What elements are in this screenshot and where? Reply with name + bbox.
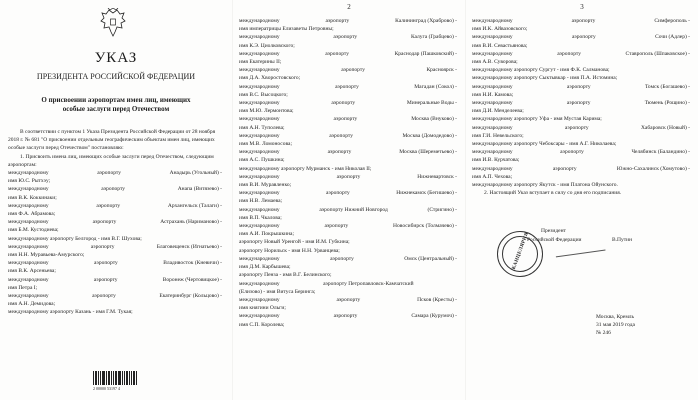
entry-part: Анадырь (Угольный) -	[169, 170, 223, 177]
airport-entry	[239, 66, 457, 82]
airport-list	[8, 169, 222, 317]
airport-entry	[239, 255, 457, 271]
entry-part: Владивосток (Кневичи) -	[163, 260, 222, 267]
entry-part: международному	[239, 50, 280, 57]
barcode-bar	[113, 371, 114, 385]
entry-part: международному	[472, 18, 513, 24]
honoree-name: имя М.В. Ломоносова;	[239, 141, 292, 148]
airport-entry	[239, 189, 457, 205]
airport-entry	[239, 238, 457, 246]
barcode-bar	[111, 371, 112, 385]
airport-entry	[8, 169, 222, 185]
honoree-name: имя В.К. Коккинаки;	[8, 194, 57, 201]
stamp-text: КАНЦЕЛЯРИЯ	[511, 231, 530, 271]
entry-part: аэропорту	[92, 293, 116, 300]
airport-entry	[8, 235, 222, 243]
honoree-name: имя В.И. Муравленко;	[239, 182, 292, 189]
barcode-bar	[108, 371, 110, 385]
entry-part: аэропорту	[333, 313, 358, 320]
honoree-name: имя И.В. Курчатова;	[472, 157, 520, 164]
entry-part: международному аэропорту Уфа - имя Мустая Карима;	[472, 116, 602, 123]
barcode-bar	[133, 371, 135, 385]
entry-part: аэропорту	[566, 100, 591, 107]
entry-part: аэропорту	[94, 260, 118, 267]
honoree-name: имя Ю.С. Рытхэу;	[8, 178, 51, 185]
entry-part: международному аэропорту Казань - имя Г.М. Тукая;	[8, 309, 133, 316]
entry-part: международному	[239, 296, 280, 303]
barcode-bar	[131, 371, 132, 385]
airport-entry	[8, 308, 222, 316]
airport-entry	[472, 50, 690, 66]
entry-part: Воронеж (Чертовицкое) -	[162, 276, 222, 283]
entry-part: международному	[239, 34, 280, 41]
decree-page-1	[0, 0, 232, 400]
entry-part: международному	[8, 170, 49, 177]
document-title: УКАЗ	[94, 50, 138, 66]
double-headed-eagle-emblem-icon	[100, 8, 126, 38]
entry-part: международному	[239, 206, 280, 213]
airport-entry	[8, 202, 222, 218]
entry-part: Архангельск (Талаги) -	[167, 202, 223, 209]
entry-part: аэропорту	[341, 67, 365, 74]
entry-part: аэропорту	[331, 100, 356, 107]
honoree-name: имя Н.И. Камова;	[472, 91, 514, 98]
barcode-bar	[136, 371, 137, 385]
airport-entry	[8, 218, 222, 234]
entry-part: международному	[239, 149, 280, 156]
decree-page-3	[466, 0, 698, 400]
barcode-bar	[129, 371, 130, 385]
entry-part: международному	[8, 276, 49, 283]
entry-part: Москва (Внуково) -	[411, 116, 458, 123]
entry-part: Тюмень (Рощино) -	[644, 100, 690, 107]
entry-part: международному аэропорту Чебоксары - имя А.Г. Николаева;	[472, 141, 617, 148]
airport-entry	[8, 292, 222, 308]
airport-entry	[8, 276, 222, 292]
barcode-bar	[122, 371, 123, 385]
honoree-name: имя Г.И. Невельского;	[472, 132, 524, 139]
entry-part: аэропорту	[335, 83, 359, 90]
entry-part: международному	[239, 255, 280, 262]
entry-part: Омск (Центральный) -	[404, 255, 458, 262]
entry-part: международному	[239, 116, 280, 123]
entry-part: Нижнекамск (Бегишево) -	[396, 190, 457, 197]
honoree-name: имя Екатерины II;	[239, 59, 282, 66]
entry-part: аэропорту	[330, 255, 354, 262]
signatory-name: В.Путин	[612, 237, 633, 243]
decree-page-2	[233, 0, 465, 400]
entry-part: международному	[8, 243, 49, 250]
entry-part: международному	[8, 186, 49, 193]
honoree-name: имя А.С. Пушкина;	[239, 157, 285, 164]
entry-part: международному	[8, 260, 49, 267]
honoree-name: имя А.И. Покрышкина;	[239, 231, 294, 238]
airport-entry	[239, 280, 457, 296]
airport-entry	[472, 66, 690, 74]
honoree-name: имя Д.А. Хворостовского;	[239, 75, 301, 82]
airport-entry	[8, 243, 222, 259]
page-number: 2	[347, 3, 351, 11]
barcode-bar	[115, 371, 117, 385]
entry-part: международному аэропорту Мурманск - имя Николая II;	[239, 165, 372, 172]
entry-part: Калининград (Храброво) -	[395, 18, 458, 24]
entry-part: аэропорту	[566, 83, 591, 90]
signing-date: 31 мая 2019 года	[596, 322, 635, 328]
entry-part: Симферополь -	[654, 18, 691, 24]
entry-part: Челябинск (Баландино) -	[631, 149, 690, 156]
honoree-name: (Елизово) - имя Витуса Беринга;	[239, 288, 316, 295]
honoree-name: имя А.П. Чехова;	[472, 173, 513, 180]
honoree-name: имя Д.М. Карбышева;	[239, 264, 291, 271]
signatory-title-line2: Российской Федерации	[527, 237, 582, 243]
honoree-name: имя М.Ю. Лермонтова;	[239, 108, 294, 115]
entry-part: международному	[8, 293, 49, 300]
barcode-bar	[98, 371, 99, 385]
airport-entry	[239, 271, 457, 279]
airport-entry	[239, 83, 457, 99]
barcode-bar	[100, 371, 101, 385]
entry-part: международному	[472, 100, 513, 107]
entry-part: аэропорту	[571, 18, 596, 24]
airport-entry	[239, 165, 457, 173]
entry-part: международному аэропорту Якутск - имя Платона Ойунского.	[472, 182, 618, 189]
honoree-name: имя К.Э. Циолковского;	[239, 42, 295, 49]
signing-details	[596, 313, 635, 337]
airport-entry	[472, 83, 690, 99]
airport-entry	[239, 206, 457, 222]
entry-part: аэропорту Норильск - имя Н.Н. Урванцева;	[239, 247, 340, 254]
clause-2: 2. Настоящий Указ вступает в силу со дня его подписания.	[484, 190, 622, 197]
airport-entry	[239, 148, 457, 164]
airport-entry	[472, 115, 690, 123]
document-subject: О присвоении аэропортам имен лиц, имеющих особые заслуги перед Отечеством	[41, 96, 191, 113]
honoree-name: имя императрицы Елизаветы Петровны;	[239, 26, 334, 33]
entry-part: Екатеринбург (Кольцово) -	[159, 293, 223, 300]
entry-part: Томск (Богашево) -	[644, 83, 691, 90]
page-number: 3	[580, 3, 584, 11]
barcode-bar	[126, 371, 128, 385]
entry-part: аэропорту	[326, 190, 350, 197]
entry-part: международному	[472, 149, 513, 156]
entry-part: Анапа (Витязево) -	[177, 186, 223, 193]
airport-entry	[472, 165, 690, 181]
airport-list	[472, 17, 690, 197]
entry-part: аэропорту	[327, 149, 352, 156]
entry-part: международному	[239, 18, 280, 24]
entry-part: международному	[239, 83, 280, 90]
entry-part: аэропорту	[90, 243, 115, 250]
honoree-name: имя Б.М. Кустодиева;	[8, 227, 59, 234]
barcode	[93, 371, 137, 385]
entry-part: аэропорту	[329, 132, 353, 139]
airport-entry	[472, 140, 690, 148]
airport-entry	[8, 259, 222, 275]
entry-part: международному	[472, 124, 513, 131]
entry-part: международному	[472, 50, 513, 57]
entry-part: аэропорту	[336, 296, 361, 303]
barcode-bar	[124, 371, 125, 385]
honoree-name: имя княгини Ольги;	[239, 305, 286, 312]
airport-entry	[239, 115, 457, 131]
intro-paragraph: В соответствии с пунктом 1 Указа Президента Российской Федерации от 28 ноября 2018 г. № 681 "О присвоении отдельным географическим объектам имен лиц, имеющих особые заслуги перед Отечеством" постановляю:	[8, 129, 216, 152]
airport-entry	[239, 50, 457, 66]
entry-part: Самара (Курумоч) -	[411, 313, 458, 320]
decree-body	[8, 128, 222, 317]
airport-entry	[472, 181, 690, 189]
entry-part: Новосибирск (Толмачево) -	[393, 223, 457, 230]
entry-part: аэропорту	[324, 223, 349, 230]
signatory-title-line1: Президент	[541, 228, 566, 234]
airport-entry	[8, 185, 222, 201]
airport-entry	[239, 17, 457, 33]
signing-place: Москва, Кремль	[596, 314, 635, 320]
entry-part: (Стригино) -	[427, 206, 458, 213]
entry-part: аэропорту	[97, 170, 121, 177]
entry-part: аэропорту	[552, 165, 577, 172]
entry-part: международному	[239, 173, 280, 180]
honoree-name: имя Ф.А. Абрамова;	[8, 211, 56, 218]
entry-part: аэропорту	[557, 50, 581, 57]
barcode-number: 2 00000 53197 4	[93, 386, 120, 391]
entry-part: Сочи (Адлер) -	[655, 34, 691, 41]
entry-part: аэропорту	[336, 173, 361, 180]
entry-part: аэропорту	[101, 186, 126, 193]
entry-part: аэропорту	[333, 116, 358, 123]
honoree-name: имя В.И. Севастьянова;	[472, 42, 528, 49]
airport-entry	[239, 33, 457, 49]
barcode-bar	[118, 371, 121, 385]
airport-entry	[239, 247, 457, 255]
airport-entry	[239, 132, 457, 148]
barcode-bar	[102, 371, 105, 385]
decree-number: № 246	[596, 330, 611, 336]
entry-part: Хабаровск (Новый) -	[640, 124, 690, 131]
entry-part: Краснодар (Пашковский) -	[394, 50, 458, 57]
document-subtitle: ПРЕЗИДЕНТА РОССИЙСКОЙ ФЕДЕРАЦИИ	[36, 72, 196, 81]
entry-part: международному	[239, 132, 280, 139]
entry-part: аэропорту	[571, 34, 596, 41]
entry-part: международному	[472, 83, 513, 90]
entry-part: аэропорту	[560, 149, 584, 156]
entry-part: международному аэропорту Сургут - имя Ф.К. Салманова;	[472, 67, 610, 74]
airport-entry	[239, 173, 457, 189]
airport-entry	[239, 312, 457, 328]
airport-entry	[472, 99, 690, 115]
airport-entry	[239, 222, 457, 238]
honoree-name: имя В.С. Высоцкого;	[239, 91, 288, 98]
entry-part: Астрахань (Нариманово) -	[160, 219, 223, 226]
honoree-name: имя С.П. Королева;	[239, 321, 285, 328]
entry-part: Москва (Домодедово) -	[402, 132, 458, 139]
entry-part: международному	[239, 280, 280, 287]
entry-part: аэропорту	[92, 219, 117, 226]
honoree-name: имя И.К. Айвазовского;	[472, 26, 528, 33]
entry-part: аэропорту	[325, 50, 349, 57]
honoree-name: имя А.Н. Демидова;	[8, 301, 56, 308]
entry-part: международному аэропорту Белгород - имя В.Г. Шухова;	[8, 235, 142, 242]
airport-list	[239, 17, 457, 329]
entry-part: аэропорту Новый Уренгой - имя И.М. Губкина;	[239, 239, 350, 246]
entry-part: аэропорту Петропавловск-Камчатский	[323, 280, 414, 287]
airport-entry	[472, 148, 690, 164]
honoree-name: имя Петра I;	[8, 284, 38, 291]
entry-part: международному	[239, 313, 280, 320]
honoree-name: имя Н.В. Лемаева;	[239, 198, 283, 205]
entry-part: международному	[239, 100, 280, 107]
honoree-name: имя Д.И. Менделеева;	[472, 108, 524, 115]
entry-part: аэропорту	[93, 276, 118, 283]
airport-entry	[472, 74, 690, 82]
entry-part: Магадан (Сокол) -	[414, 83, 457, 90]
barcode-bar	[93, 371, 94, 385]
airport-entry	[239, 99, 457, 115]
entry-part: международному	[8, 219, 49, 226]
honoree-name: имя А.Н. Туполева;	[239, 124, 285, 131]
entry-part: международному	[472, 34, 513, 41]
honoree-name: имя В.К. Арсеньева;	[8, 268, 56, 275]
entry-part: аэропорту Пенза - имя В.Г. Белинского;	[239, 272, 332, 279]
barcode-bar	[95, 371, 97, 385]
honoree-name: имя А.В. Суворова;	[472, 59, 518, 66]
entry-part: международному	[472, 165, 513, 172]
entry-part: Красноярск -	[426, 67, 458, 74]
entry-part: Благовещенск (Игнатьево) -	[156, 243, 222, 250]
airport-entry	[472, 17, 690, 33]
entry-part: международному	[239, 223, 280, 230]
airport-entry	[472, 124, 690, 140]
entry-part: аэропорту	[96, 202, 121, 209]
entry-part: Псков (Кресты) -	[417, 296, 458, 303]
entry-part: аэропорту Нижний Новгород	[319, 206, 388, 213]
entry-part: Москва (Шереметьево) -	[399, 149, 457, 156]
entry-part: Ставрополь (Шпаковское) -	[625, 50, 691, 57]
entry-part: Нижневартовск -	[417, 173, 458, 180]
clause-1: 1. Присвоить имена лиц, имеющих особые заслуги перед Отечеством, следующим аэропортам:	[8, 153, 214, 168]
entry-part: аэропорту	[333, 34, 358, 41]
airport-entry	[239, 296, 457, 312]
entry-part: международному	[8, 202, 49, 209]
entry-part: международному	[239, 190, 280, 197]
entry-part: аэропорту	[564, 124, 589, 131]
airport-entry	[472, 33, 690, 49]
entry-part: Южно-Сахалинск (Хомутово) -	[616, 165, 690, 172]
entry-part: Минеральные Воды -	[406, 100, 457, 107]
entry-part: аэропорту	[325, 18, 350, 24]
entry-part: международному аэропорту Сыктывкар - имя П.А. Истомина;	[472, 75, 618, 82]
barcode-bar	[106, 371, 107, 385]
entry-part: международному	[239, 67, 280, 74]
honoree-name: имя В.П. Чкалова;	[239, 214, 282, 221]
entry-part: Калуга (Грабцево) -	[410, 34, 457, 41]
honoree-name: имя Н.Н. Муравьева-Амурского;	[8, 252, 85, 259]
